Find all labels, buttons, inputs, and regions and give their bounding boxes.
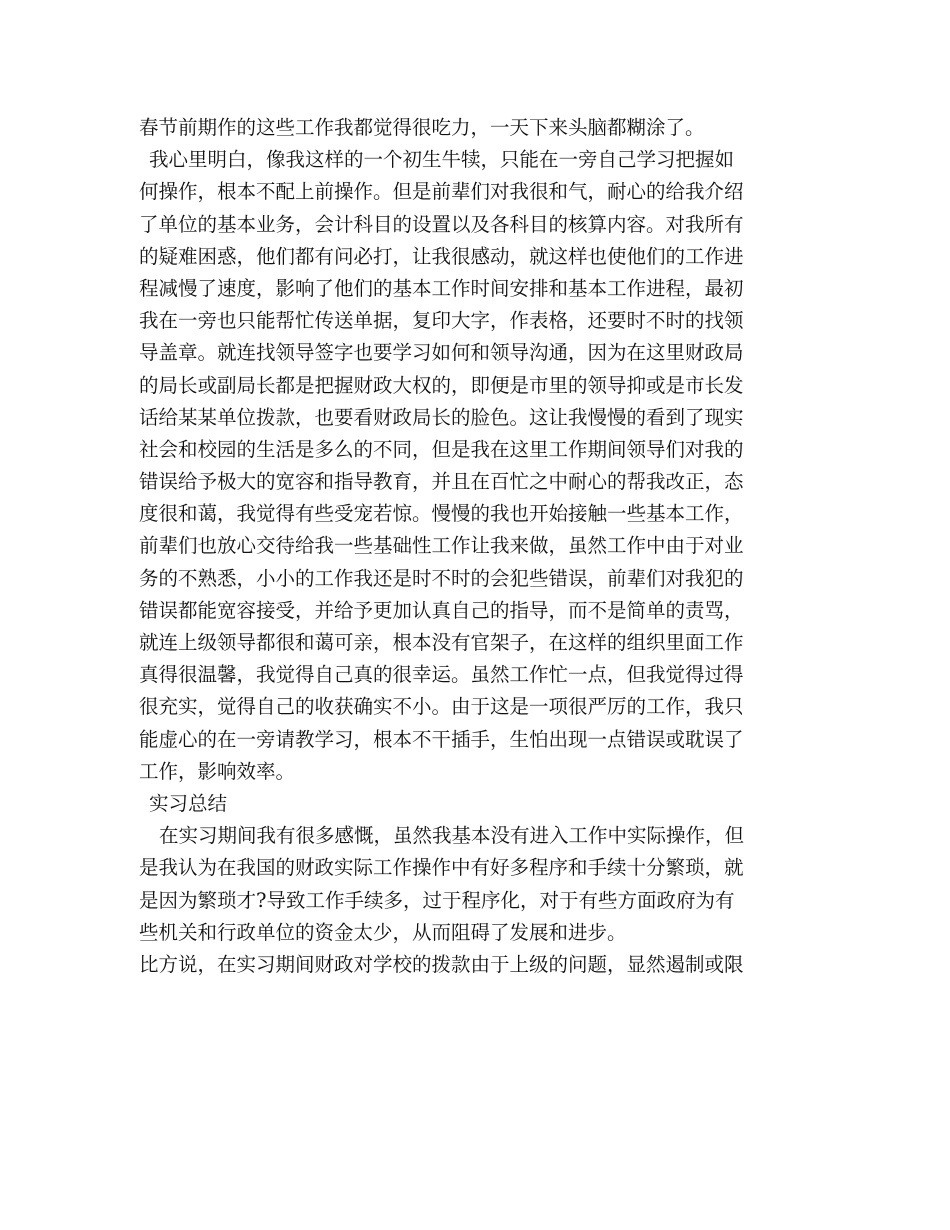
text-line: 是因为繁琐才?导致工作手续多，过于程序化，对于有些方面政府为有: [139, 888, 735, 912]
text-line: 的疑难困惑，他们都有问必打，让我很感动，就这样也使他们的工作进: [139, 244, 744, 268]
text-line: 何操作，根本不配上前操作。但是前辈们对我很和气，耐心的给我介绍: [139, 180, 744, 204]
text-line: 春节前期作的这些工作我都觉得很吃力，一天下来头脑都糊涂了。: [139, 116, 705, 139]
text-line: 的局长或副局长都是把握财政大权的，即便是市里的领导抑或是市长发: [139, 373, 744, 397]
paragraph-start-line: 比方说，在实习期间财政对学校的拨款由于上级的问题，显然遏制或限: [139, 952, 744, 976]
text-line: 真得很温馨，我觉得自己真的很幸运。虽然工作忙一点，但我觉得过得: [139, 663, 744, 687]
section-heading: 实习总结: [149, 791, 228, 815]
document-body: [139, 112, 819, 981]
text-line: 些机关和行政单位的资金太少，从而阻碍了发展和进步。: [139, 920, 627, 944]
text-line: 能虚心的在一旁请教学习，根本不干插手，生怕出现一点错误或耽误了: [139, 727, 744, 751]
text-line: 错误都能宽容接受，并给予更加认真自己的指导，而不是简单的责骂，: [139, 598, 744, 622]
text-line: 度很和蔼，我觉得有些受宠若惊。慢慢的我也开始接触一些基本工作，: [139, 502, 744, 526]
text-line: 务的不熟悉，小小的工作我还是时不时的会犯些错误，前辈们对我犯的: [139, 566, 744, 590]
text-line: 很充实，觉得自己的收获确实不小。由于这是一项很严厉的工作，我只: [139, 695, 744, 719]
text-line: 话给某某单位拨款，也要看财政局长的脸色。这让我慢慢的看到了现实: [139, 405, 744, 429]
paragraph-start-line: 在实习期间我有很多感慨，虽然我基本没有进入工作中实际操作，但: [159, 824, 745, 848]
text-line: 就连上级领导都很和蔼可亲，根本没有官架子，在这样的组织里面工作: [139, 631, 744, 654]
text-line: 社会和校园的生活是多么的不同，但是我在这里工作期间领导们对我的: [139, 437, 744, 461]
text-line: 我在一旁也只能帮忙传送单据，复印大字，作表格，还要时不时的找领: [139, 309, 744, 333]
text-line: 工作，影响效率。: [139, 759, 296, 783]
text-line: 程减慢了速度，影响了他们的基本工作时间安排和基本工作进程，最初: [139, 276, 744, 300]
text-line: 是我认为在我国的财政实际工作操作中有好多程序和手续十分繁琐，就: [139, 856, 744, 880]
text-line: 前辈们也放心交待给我一些基础性工作让我来做，虽然工作中由于对业: [139, 534, 744, 558]
text-line: 了单位的基本业务，会计科目的设置以及各科目的核算内容。对我所有: [139, 212, 744, 236]
text-line: 导盖章。就连找领导签字也要学习如何和领导沟通，因为在这里财政局: [139, 341, 744, 365]
paragraph-start-line: 我心里明白，像我这样的一个初生牛犊，只能在一旁自己学习把握如: [149, 148, 735, 172]
text-line: 错误给予极大的宽容和指导教育，并且在百忙之中耐心的帮我改正，态: [139, 470, 744, 494]
